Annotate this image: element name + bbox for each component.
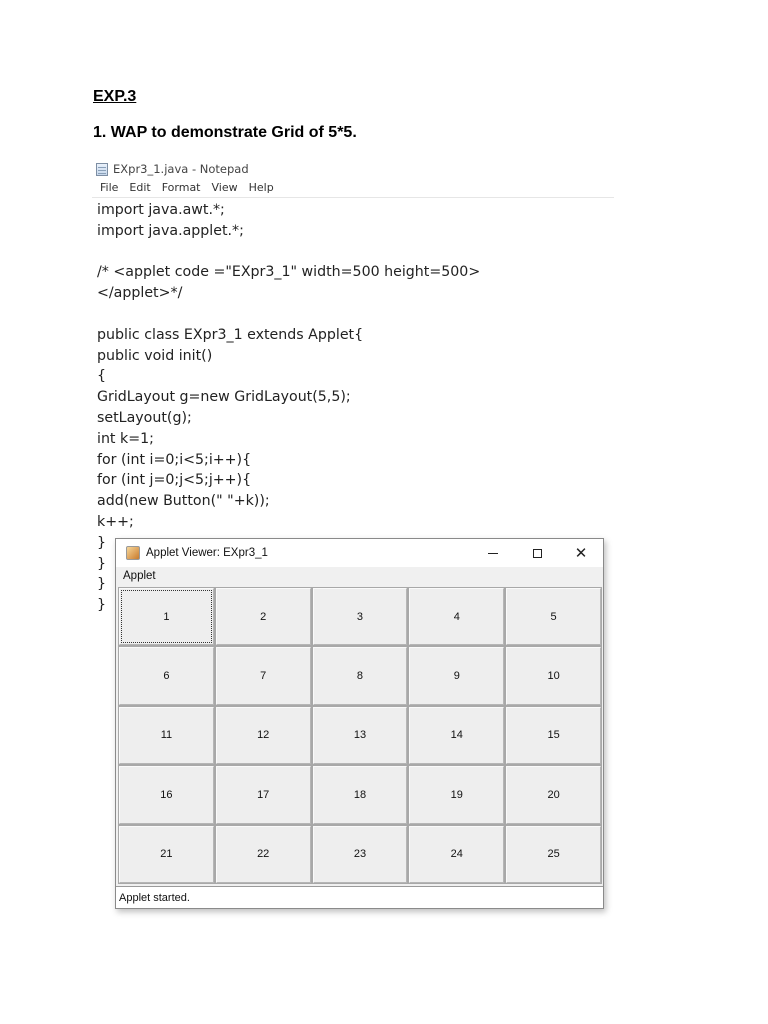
code-line: </applet>*/ — [97, 285, 183, 302]
grid-button-14[interactable]: 14 — [409, 707, 504, 764]
code-line: import java.awt.*; — [97, 202, 225, 218]
grid-button-5[interactable]: 5 — [506, 588, 601, 645]
grid-button-24[interactable]: 24 — [409, 826, 504, 883]
code-line: add(new Button(" "+k)); — [97, 493, 270, 510]
notepad-title: EXpr3_1.java - Notepad — [113, 162, 249, 176]
maximize-button[interactable] — [515, 539, 559, 567]
grid-button-8[interactable]: 8 — [313, 647, 408, 704]
code-line: { — [97, 368, 107, 385]
code-line: for (int i=0;i<5;i++){ — [97, 451, 252, 468]
status-bar: Applet started. — [116, 886, 603, 908]
close-icon: ✕ — [574, 543, 588, 562]
code-line — [97, 242, 480, 263]
grid-button-11[interactable]: 11 — [119, 707, 214, 764]
code-line: } — [97, 597, 107, 614]
window-controls — [471, 539, 603, 567]
grid-button-10[interactable]: 10 — [506, 647, 601, 704]
applet-titlebar — [116, 539, 603, 567]
grid-button-7[interactable]: 7 — [216, 647, 311, 704]
applet-menu[interactable]: Applet — [123, 570, 156, 582]
code-line: import java.applet.*; — [97, 222, 244, 239]
grid-button-20[interactable]: 20 — [506, 766, 601, 823]
code-line: public class EXpr3_1 extends Applet{ — [97, 326, 364, 343]
grid-button-9[interactable]: 9 — [409, 647, 504, 704]
menu-view[interactable]: View — [211, 181, 238, 194]
maximize-icon — [533, 549, 542, 558]
grid-button-13[interactable]: 13 — [313, 707, 408, 764]
menu-format[interactable]: Format — [161, 181, 201, 194]
notepad-titlebar — [92, 160, 249, 178]
grid-button-21[interactable]: 21 — [119, 826, 214, 883]
grid-button-22[interactable]: 22 — [216, 826, 311, 883]
java-icon — [126, 546, 140, 560]
minimize-icon — [488, 553, 498, 554]
code-line: int k=1; — [97, 430, 154, 447]
minimize-button[interactable] — [471, 539, 515, 567]
code-line — [97, 304, 480, 325]
code-line: k++; — [97, 513, 134, 530]
close-button[interactable] — [559, 539, 603, 567]
code-line: public void init() — [97, 347, 213, 364]
menu-edit[interactable]: Edit — [129, 181, 151, 194]
menu-file[interactable]: File — [100, 181, 119, 194]
grid-button-15[interactable]: 15 — [506, 707, 601, 764]
code-line: setLayout(g); — [97, 409, 192, 426]
grid-button-23[interactable]: 23 — [313, 826, 408, 883]
grid-button-16[interactable]: 16 — [119, 766, 214, 823]
grid-button-4[interactable]: 4 — [409, 588, 504, 645]
menu-help[interactable]: Help — [248, 181, 274, 194]
grid-button-3[interactable]: 3 — [313, 588, 408, 645]
notepad-menubar — [100, 181, 285, 194]
grid-button-18[interactable]: 18 — [313, 766, 408, 823]
code-line: for (int j=0;j<5;j++){ — [97, 472, 252, 489]
grid-button-6[interactable]: 6 — [119, 647, 214, 704]
code-line: } — [97, 576, 107, 593]
code-line: /* <applet code ="EXpr3_1" width=500 height=500> — [97, 264, 481, 281]
grid-button-19[interactable]: 19 — [409, 766, 504, 823]
grid-button-25[interactable]: 25 — [506, 826, 601, 883]
grid-button-1[interactable]: 1 — [119, 588, 214, 645]
code-line: GridLayout g=new GridLayout(5,5); — [97, 389, 351, 406]
applet-viewer-window — [115, 538, 604, 909]
code-line: } — [97, 555, 107, 572]
grid-button-2[interactable]: 2 — [216, 588, 311, 645]
button-grid — [118, 587, 602, 884]
grid-button-12[interactable]: 12 — [216, 707, 311, 764]
applet-title: Applet Viewer: EXpr3_1 — [146, 547, 268, 559]
code-line: } — [97, 534, 107, 551]
notepad-icon — [96, 163, 108, 176]
exp-heading: EXP.3 — [93, 88, 137, 105]
menubar-divider — [92, 197, 614, 198]
question-text: 1. WAP to demonstrate Grid of 5*5. — [93, 124, 357, 141]
grid-button-17[interactable]: 17 — [216, 766, 311, 823]
